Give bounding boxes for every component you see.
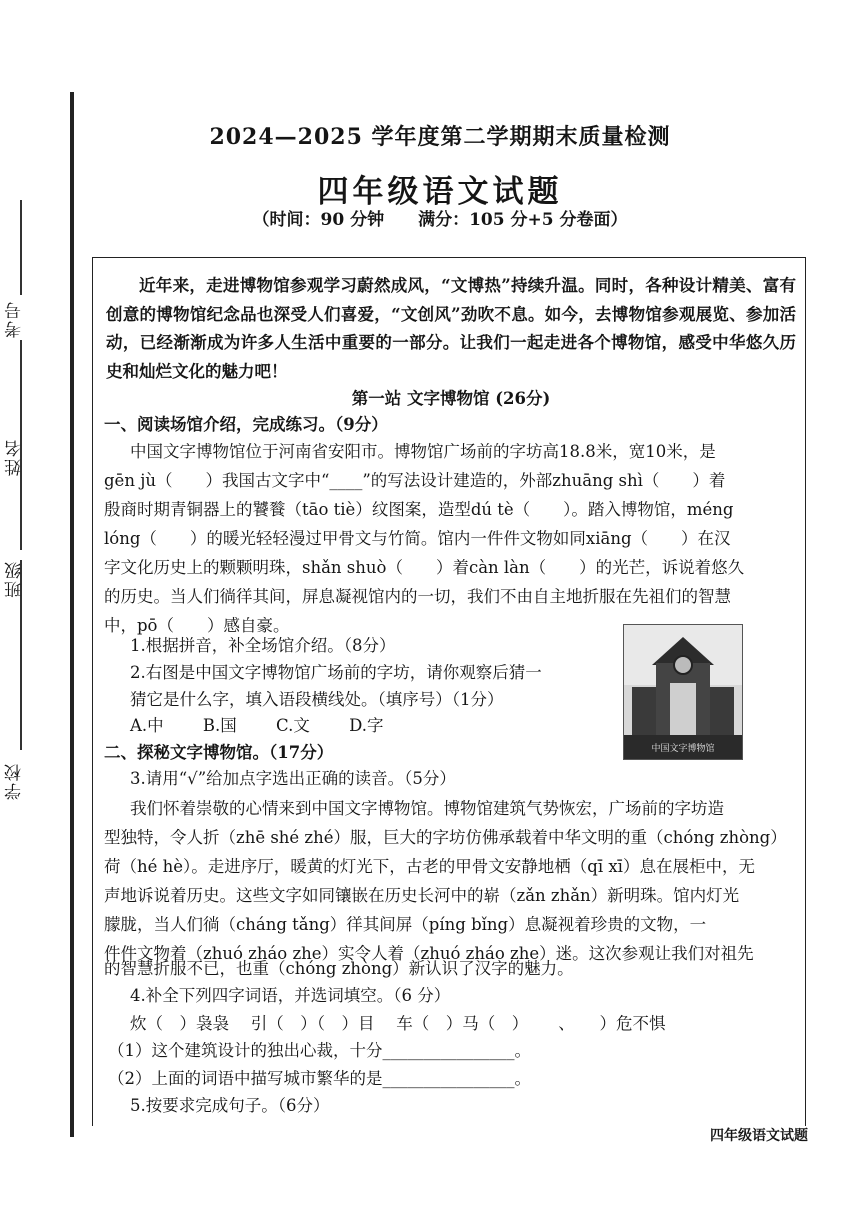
question-4-sub2[interactable]: （2）上面的词语中描写城市繁华的是________________。	[108, 1069, 531, 1088]
passage1-line: 中国文字博物馆位于河南省安阳市。博物馆广场前的字坊高18.8米，宽10米，是	[130, 442, 716, 461]
exam-time-info: （时间：90 分钟 满分：105 分+5 分卷面）	[252, 210, 628, 230]
name-field[interactable]	[20, 340, 22, 430]
passage2-line: 的智慧折服不已，也重（chóng zhòng）新认识了汉字的魅力。	[104, 959, 574, 978]
question-3: 3.请用“√”给加点字选出正确的读音。（5分）	[130, 769, 456, 788]
intro-paragraph: 近年来，走进博物馆参观学习蔚然成风，“文博热”持续升温。同时，各种设计精美、富有创意的博物馆纪念品也深受人们喜爱，“文创风”劲吹不息。如今，去博物馆参观展览、参加活动，已经渐渐成为许多人生活中重要的一部分。让我们一起走进各个博物馆，感受中华悠久历史和灿烂文化的魅力吧！	[106, 276, 796, 381]
passage1-line: 中，pō（ ）感自豪。	[104, 616, 290, 635]
exam-no-label: 考号	[5, 300, 25, 338]
passage1-line: 殷商时期青铜器上的饕餮（tāo tiè）纹图案，造型dú tè（ ）。踏入博物馆，méng	[104, 500, 734, 519]
section2-heading: 二、探秘文字博物馆。（17分）	[104, 743, 334, 762]
passage2-line: 荷（hé hè）。走进序厅，暖黄的灯光下，古老的甲骨文安静地栖（qī xī）息在展柜中，无	[104, 857, 755, 876]
paper-title: 四年级语文试题	[317, 174, 563, 210]
passage1-line: 字文化历史上的颗颗明珠，shǎn shuò（ ）着càn làn（ ）的光芒，诉说着悠久	[104, 558, 745, 577]
exam-title: 2024—2025 学年度第二学期期末质量检测	[209, 124, 671, 150]
question-4-words[interactable]: 炊（ ）袅袅 引（ ）（ ）目 车（ ）马（ ） 、 ）危不惧	[130, 1014, 666, 1033]
question-5: 5.按要求完成句子。（6分）	[130, 1096, 330, 1115]
binding-margin-line	[70, 92, 74, 1137]
name-label: 姓名	[5, 438, 25, 476]
station-title: 第一站 文字博物馆 (26分)	[351, 389, 551, 408]
page-footer: 四年级语文试题	[710, 1128, 808, 1144]
option-c[interactable]: C.文	[276, 716, 310, 735]
passage1-line: gēn jù（ ）我国古文字中“____”的写法设计建造的，外部zhuāng shì（ ）着	[104, 471, 726, 490]
passage2-line: 声地诉说着历史。这些文字如同镶嵌在历史长河中的崭（zǎn zhǎn）新明珠。馆内灯光	[104, 886, 740, 905]
school-label: 学校	[5, 762, 25, 800]
passage2-line: 朦胧，当人们徜（cháng tǎng）徉其间屏（píng bǐng）息凝视着珍贵的文物，一	[104, 915, 707, 934]
passage1-line: lóng（ ）的暖光轻轻漫过甲骨文与竹简。馆内一件件文物如同xiāng（ ）在汉	[104, 529, 731, 548]
exam-no-field[interactable]	[20, 200, 22, 295]
question-2: 2.右图是中国文字博物馆广场前的字坊，请你观察后猜一	[130, 663, 542, 682]
passage1-line: 的历史。当人们徜徉其间，屏息凝视馆内的一切，我们不由自主地折服在先祖们的智慧	[104, 587, 731, 606]
passage2-line: 型独特，令人折（zhē shé zhé）服，巨大的字坊仿佛承载着中华文明的重（chóng zhòng）	[104, 828, 787, 847]
option-b[interactable]: B.国	[202, 716, 237, 735]
class-label: 班级	[5, 560, 25, 598]
passage2-line: 我们怀着崇敬的心情来到中国文字博物馆。博物馆建筑气势恢宏，广场前的字坊造	[130, 799, 724, 818]
passage2-line: 件件文物着（zhuó zháo zhe）实令人着（zhuó zháo zhe）迷。这次参观让我们对祖先	[104, 944, 754, 963]
section1-heading: 一、阅读场馆介绍，完成练习。（9分）	[104, 415, 388, 434]
question-4: 4.补全下列四字词语，并选词填空。（6 分）	[130, 986, 451, 1005]
question-4-sub1[interactable]: （1）这个建筑设计的独出心裁，十分________________。	[108, 1041, 531, 1060]
option-d[interactable]: D.字	[349, 716, 384, 735]
question-2-cont: 猜它是什么字，填入语段横线处。（填序号）（1分）	[130, 690, 504, 709]
photo-caption: 中国文字博物馆	[651, 744, 715, 754]
question-1: 1.根据拼音，补全场馆介绍。（8分）	[130, 636, 396, 655]
option-a[interactable]: A.中	[130, 716, 164, 735]
